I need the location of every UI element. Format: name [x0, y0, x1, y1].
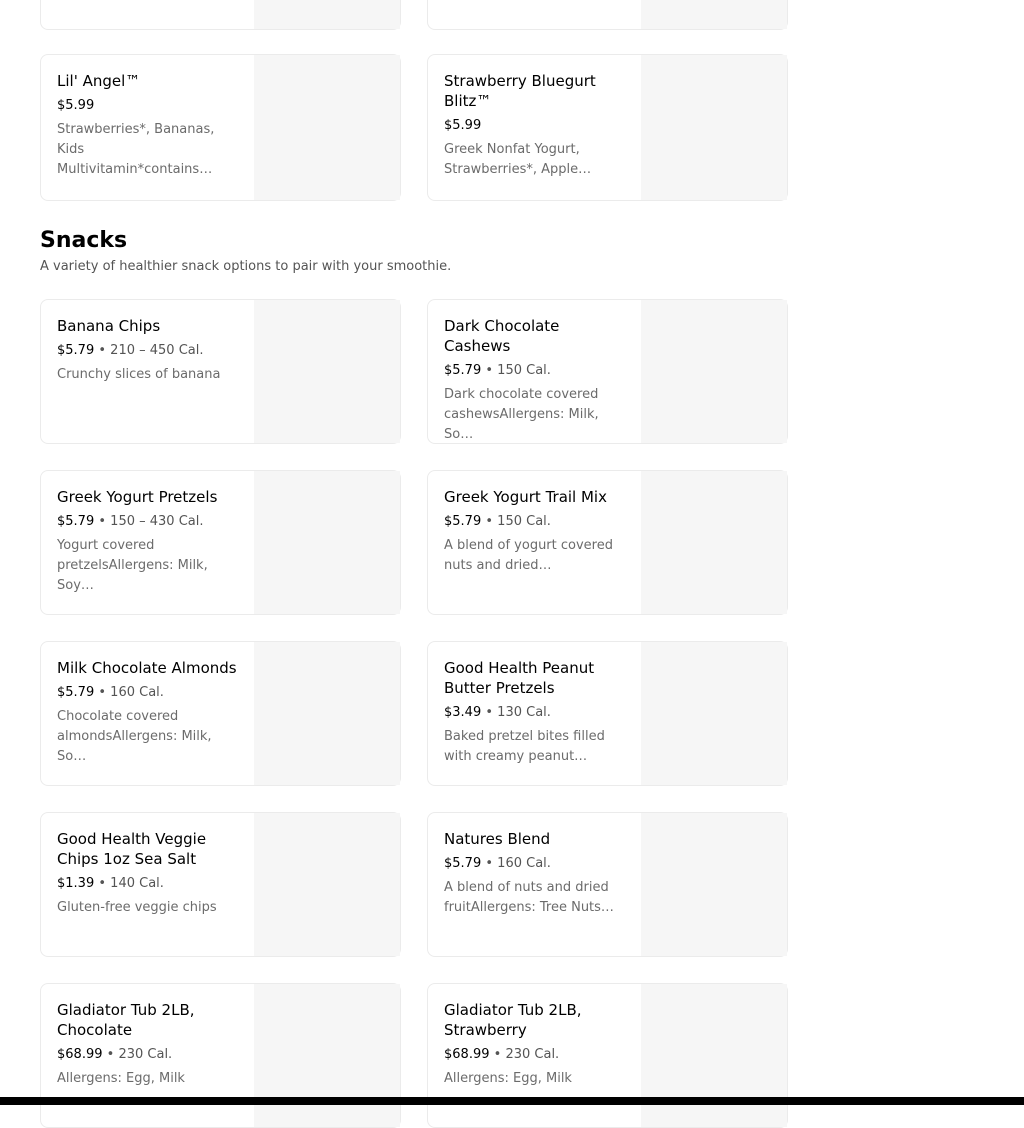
item-image-placeholder: [254, 300, 400, 443]
item-calories: 230 Cal.: [118, 1047, 173, 1062]
meta-separator: •: [485, 705, 494, 720]
meta-separator: •: [106, 1047, 115, 1062]
item-calories: 230 Cal.: [505, 1047, 560, 1062]
item-name: Banana Chips: [57, 317, 161, 335]
item-price: $5.79: [444, 363, 482, 378]
item-name: Good Health Peanut Butter Pretzels: [444, 659, 595, 697]
item-price: $1.39: [57, 876, 95, 891]
menu-item-card[interactable]: [40, 470, 401, 615]
item-name: Greek Yogurt Pretzels: [57, 488, 218, 506]
item-price: $5.79: [444, 514, 482, 529]
item-description: Greek Nonfat Yogurt, Strawberries*, Apple…: [444, 142, 592, 177]
item-image-placeholder: [641, 0, 787, 29]
item-calories: 150 Cal.: [497, 363, 551, 378]
item-calories: 160 Cal.: [497, 856, 551, 871]
item-name: Lil' Angel™: [57, 72, 141, 90]
menu-item-card[interactable]: [40, 983, 401, 1128]
menu-item-info: [444, 829, 630, 918]
item-price: $5.79: [57, 685, 95, 700]
item-image-placeholder: [641, 813, 787, 956]
item-name: Dark Chocolate Cashews: [444, 317, 560, 355]
item-meta: [444, 512, 630, 532]
item-image-placeholder: [254, 813, 400, 956]
item-name: Greek Yogurt Trail Mix: [444, 488, 607, 506]
menu-item-card[interactable]: [40, 641, 401, 786]
menu-item-info: [57, 829, 243, 918]
item-calories: 130 Cal.: [497, 705, 551, 720]
meta-separator: •: [485, 856, 494, 871]
item-image-placeholder: [254, 984, 400, 1127]
item-image-placeholder: [641, 984, 787, 1127]
menu-item-card[interactable]: [427, 812, 788, 957]
item-calories: 160 Cal.: [110, 685, 164, 700]
item-description: Crunchy slices of banana: [57, 367, 221, 382]
meta-separator: •: [493, 1047, 502, 1062]
item-meta: [444, 1045, 630, 1065]
item-calories: 150 Cal.: [497, 514, 551, 529]
item-description: A blend of nuts and dried fruitAllergens: Tree Nuts…: [444, 880, 614, 915]
meta-separator: •: [98, 343, 107, 358]
item-image-placeholder: [254, 471, 400, 614]
item-name: Good Health Veggie Chips 1oz Sea Salt: [57, 830, 207, 868]
item-price: $68.99: [57, 1047, 103, 1062]
meta-separator: •: [98, 514, 107, 529]
item-image-placeholder: [641, 55, 787, 200]
menu-item-info: [57, 316, 243, 385]
menu-item-card[interactable]: [427, 470, 788, 615]
item-meta: [57, 683, 243, 703]
item-description: Chocolate covered almondsAllergens: Milk, So…: [57, 709, 212, 764]
item-image-placeholder: [254, 642, 400, 785]
item-image-placeholder: [641, 471, 787, 614]
item-description: Allergens: Egg, Milk: [444, 1071, 572, 1086]
item-meta: [57, 1045, 243, 1065]
bottom-bar: [0, 1097, 1024, 1105]
meta-separator: •: [98, 876, 107, 891]
item-price: $3.49: [444, 705, 482, 720]
menu-item-card[interactable]: [427, 983, 788, 1128]
menu-item-info: [444, 487, 630, 576]
item-price: $5.79: [57, 514, 95, 529]
item-image-placeholder: [641, 300, 787, 443]
item-name: Milk Chocolate Almonds: [57, 659, 237, 677]
item-description: Yogurt covered pretzelsAllergens: Milk, Soy…: [57, 538, 208, 593]
item-price: $5.99: [57, 98, 95, 113]
item-description: Gluten-free veggie chips: [57, 900, 217, 915]
item-meta: [444, 116, 630, 136]
menu-item-info: [57, 71, 243, 177]
item-meta: [444, 361, 630, 381]
menu-item-info: [444, 316, 630, 442]
menu-item-info: [444, 1000, 630, 1089]
item-meta: [57, 512, 243, 532]
meta-separator: •: [485, 363, 494, 378]
item-description: Baked pretzel bites filled with creamy peanut…: [444, 729, 605, 764]
item-calories: 140 Cal.: [110, 876, 164, 891]
item-meta: [57, 874, 243, 894]
menu-item-card-partial[interactable]: [40, 0, 401, 30]
item-meta: [444, 854, 630, 874]
menu-item-card[interactable]: [40, 299, 401, 444]
menu-item-card[interactable]: [40, 54, 401, 201]
item-price: $5.79: [57, 343, 95, 358]
item-image-placeholder: [254, 55, 400, 200]
item-name: Natures Blend: [444, 830, 551, 848]
item-description: Strawberries*, Bananas, Kids Multivitamin*contains…: [57, 122, 215, 177]
menu-item-card[interactable]: [427, 641, 788, 786]
item-image-placeholder: [641, 642, 787, 785]
section-subtitle: A variety of healthier snack options to pair with your smoothie.: [40, 259, 452, 274]
item-name: Strawberry Bluegurt Blitz™: [444, 72, 596, 110]
item-price: $5.79: [444, 856, 482, 871]
item-name: Gladiator Tub 2LB, Chocolate: [57, 1001, 195, 1039]
menu-item-info: [444, 71, 630, 180]
menu-item-card-partial[interactable]: [427, 0, 788, 30]
item-description: Dark chocolate covered cashewsAllergens: Milk, So…: [444, 387, 599, 442]
item-name: Gladiator Tub 2LB, Strawberry: [444, 1001, 582, 1039]
item-calories: 150 – 430 Cal.: [110, 514, 204, 529]
menu-item-info: [444, 658, 630, 767]
menu-item-info: [57, 658, 243, 764]
item-meta: [57, 96, 243, 116]
meta-separator: •: [485, 514, 494, 529]
menu-item-card[interactable]: [427, 299, 788, 444]
item-calories: 210 – 450 Cal.: [110, 343, 204, 358]
item-meta: [57, 341, 243, 361]
menu-item-card[interactable]: [40, 812, 401, 957]
menu-item-card[interactable]: [427, 54, 788, 201]
menu-item-info: [57, 1000, 243, 1089]
item-image-placeholder: [254, 0, 400, 29]
item-price: $5.99: [444, 118, 482, 133]
item-meta: [444, 703, 630, 723]
item-description: A blend of yogurt covered nuts and dried…: [444, 538, 613, 573]
menu-item-info: [57, 487, 243, 593]
meta-separator: •: [98, 685, 107, 700]
section-title: Snacks: [40, 228, 128, 253]
item-description: Allergens: Egg, Milk: [57, 1071, 185, 1086]
item-price: $68.99: [444, 1047, 490, 1062]
